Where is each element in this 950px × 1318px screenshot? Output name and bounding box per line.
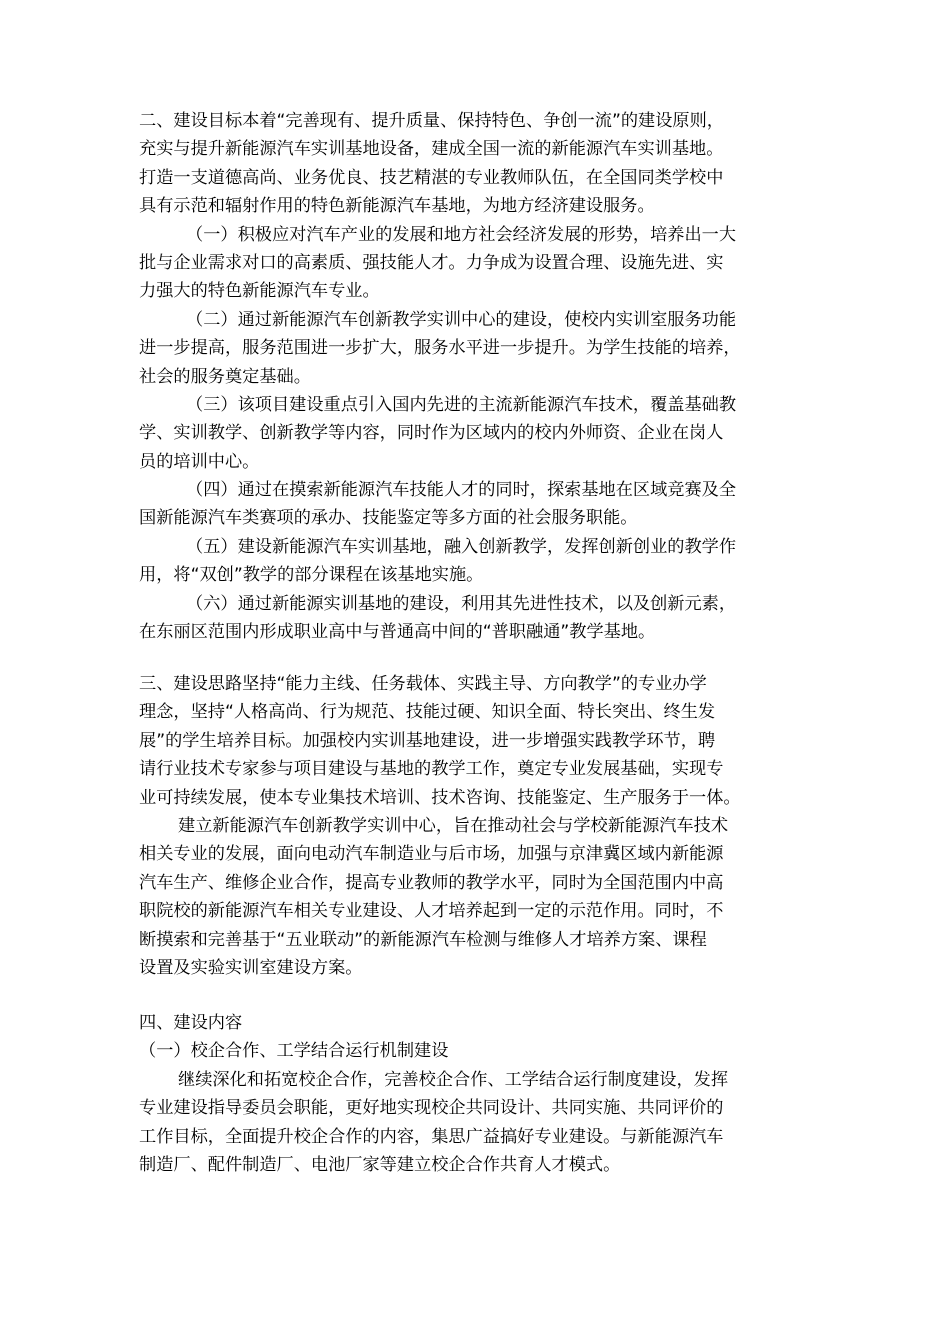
- section-3: [139, 670, 839, 982]
- section-3-line: 理念，坚持“人格高尚、行为规范、技能过硬、知识全面、特长突出、终生发: [139, 702, 716, 723]
- section-2-line: 打造一支道德高尚、业务优良、技艺精湛的专业教师队伍，在全国同类学校中: [139, 167, 724, 188]
- item-5-line: 用，将“双创”教学的部分课程在该基地实施。: [139, 565, 484, 586]
- section-4-subheading: （一）校企合作、工学结合运行机制建设: [139, 1041, 449, 1062]
- item-5-line: （五）建设新能源汽车实训基地，融入创新教学，发挥创新创业的教学作: [186, 536, 737, 557]
- item-6-line: （六）通过新能源实训基地的建设，利用其先进性技术，以及创新元素，: [186, 593, 737, 614]
- section-2-line: 充实与提升新能源汽车实训基地设备，建成全国一流的新能源汽车实训基地。: [139, 139, 724, 160]
- section-3-line: 展”的学生培养目标。加强校内实训基地建设，进一步增强实践教学环节，聘: [139, 730, 716, 751]
- section-3-para2-line: 汽车生产、维修企业合作，提高专业教师的教学水平，同时为全国范围内中高: [139, 872, 724, 893]
- section-4-line: 工作目标，全面提升校企合作的内容，集思广益搞好专业建设。与新能源汽车: [139, 1126, 724, 1147]
- item-4-line: 国新能源汽车类赛项的承办、技能鉴定等多方面的社会服务职能。: [139, 508, 638, 529]
- item-2-line: 社会的服务奠定基础。: [139, 366, 311, 387]
- item-1-line: 力强大的特色新能源汽车专业。: [139, 281, 380, 302]
- section-4-heading: 四、建设内容: [139, 1013, 243, 1033]
- section-2: [139, 107, 839, 646]
- item-3-line: 员的培训中心。: [139, 451, 260, 472]
- section-3-para2-line: 断摸索和完善基于“五业联动”的新能源汽车检测与维修人才培养方案、课程: [139, 929, 707, 950]
- section-4: [139, 1009, 839, 1179]
- section-3-para2-line: 建立新能源汽车创新教学实训中心，旨在推动社会与学校新能源汽车技术: [178, 815, 729, 836]
- section-3-line: 请行业技术专家参与项目建设与基地的教学工作，奠定专业发展基础，实现专: [139, 759, 724, 780]
- section-3-line: 三、建设思路坚持“能力主线、任务载体、实践主导、方向教学”的专业办学: [139, 674, 707, 694]
- item-6-line: 在东丽区范围内形成职业高中与普通高中间的“普职融通”教学基地。: [139, 622, 656, 643]
- item-2-line: （二）通过新能源汽车创新教学实训中心的建设，使校内实训室服务功能: [186, 309, 737, 330]
- section-3-line: 业可持续发展，使本专业集技术培训、技术咨询、技能鉴定、生产服务于一体。: [139, 787, 741, 808]
- item-3-line: 学、实训教学、创新教学等内容，同时作为区域内的校内外师资、企业在岗人: [139, 423, 724, 444]
- item-1-line: （一）积极应对汽车产业的发展和地方社会经济发展的形势，培养出一大: [186, 224, 737, 245]
- item-1-line: 批与企业需求对口的高素质、强技能人才。力争成为设置合理、设施先进、实: [139, 252, 724, 273]
- section-4-line: 制造厂、配件制造厂、电池厂家等建立校企合作共育人才模式。: [139, 1154, 621, 1175]
- item-4-line: （四）通过在摸索新能源汽车技能人才的同时，探索基地在区域竞赛及全: [186, 480, 737, 501]
- section-3-para2-line: 相关专业的发展，面向电动汽车制造业与后市场，加强与京津冀区域内新能源: [139, 844, 724, 865]
- section-4-line: 继续深化和拓宽校企合作，完善校企合作、工学结合运行制度建设，发挥: [178, 1069, 729, 1090]
- item-2-line: 进一步提高，服务范围进一步扩大，服务水平进一步提升。为学生技能的培养，: [139, 338, 741, 359]
- section-3-para2-line: 职院校的新能源汽车相关专业建设、人才培养起到一定的示范作用。同时，不: [139, 901, 724, 922]
- item-3-line: （三）该项目建设重点引入国内先进的主流新能源汽车技术，覆盖基础教: [186, 394, 737, 415]
- section-4-line: 专业建设指导委员会职能，更好地实现校企共同设计、共同实施、共同评价的: [139, 1098, 724, 1119]
- section-2-line: 具有示范和辐射作用的特色新能源汽车基地，为地方经济建设服务。: [139, 196, 655, 217]
- section-3-para2-line: 设置及实验实训室建设方案。: [139, 957, 363, 978]
- section-2-line: 二、建设目标本着“完善现有、提升质量、保持特色、争创一流”的建设原则，: [139, 111, 724, 131]
